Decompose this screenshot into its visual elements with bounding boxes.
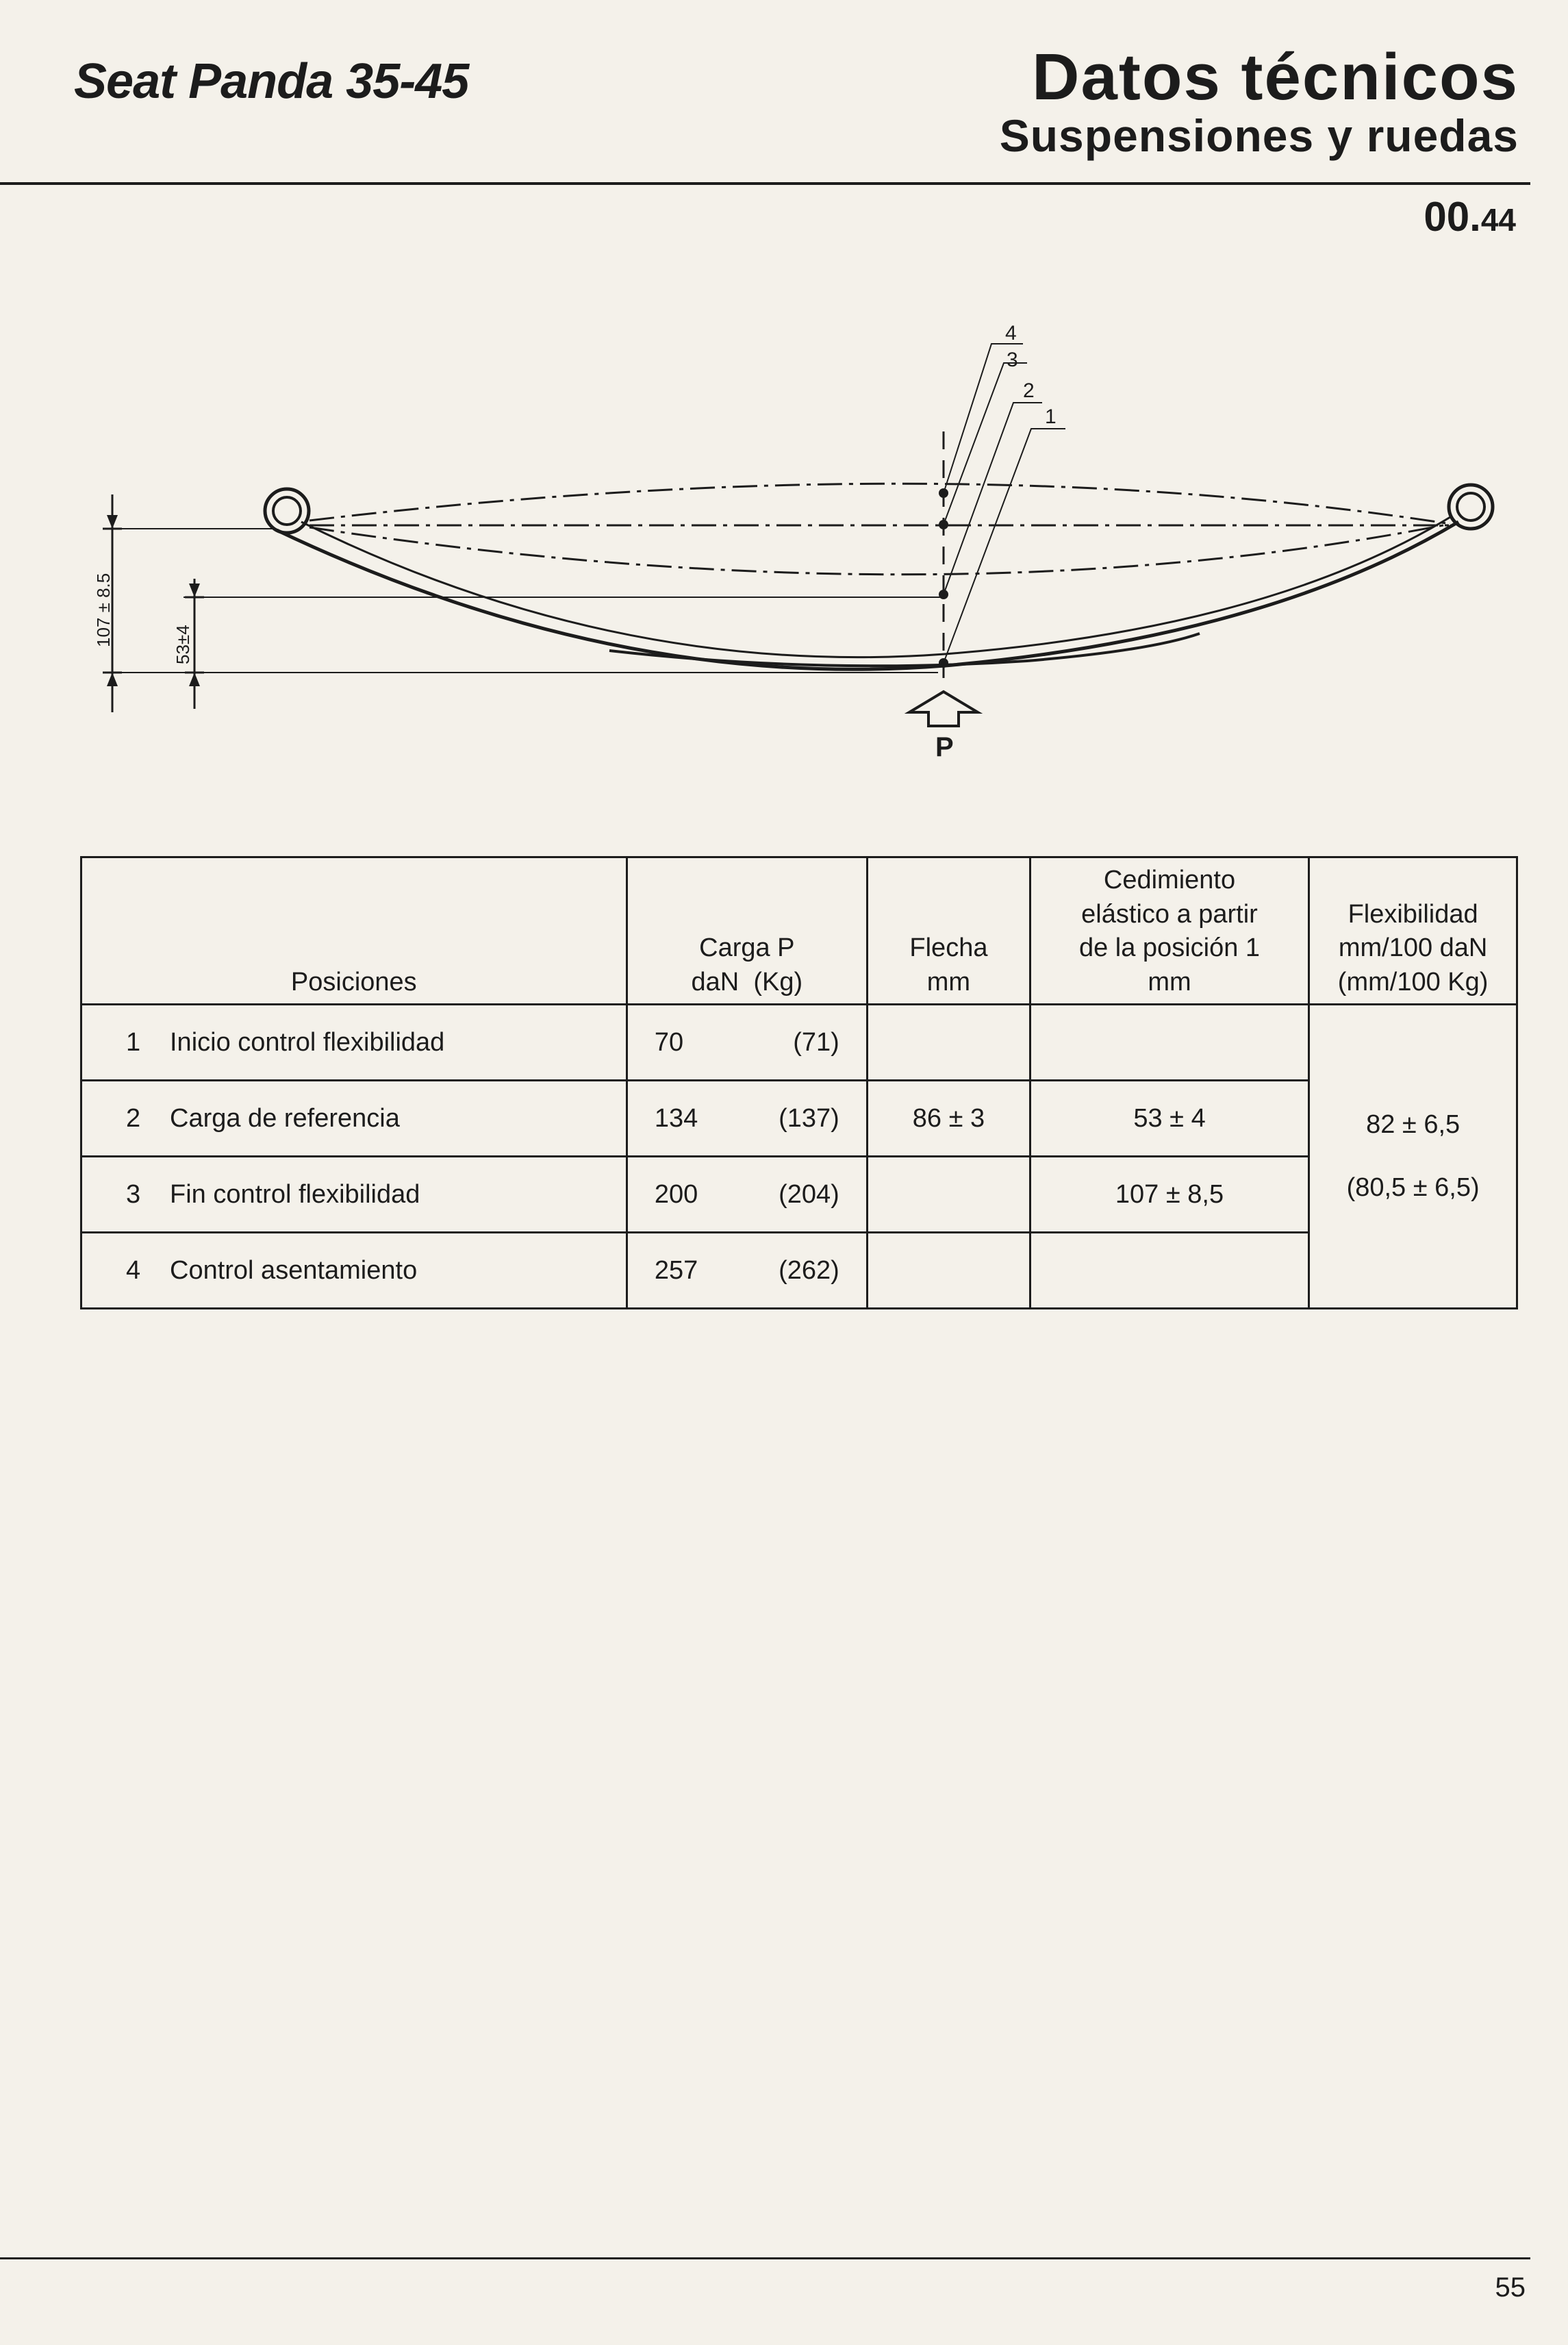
marker-pos-2	[939, 590, 948, 599]
spring-pos-4	[309, 484, 1450, 524]
model-title: Seat Panda 35-45	[74, 54, 469, 109]
table-row	[81, 1233, 1517, 1309]
page-subtitle: Suspensiones y ruedas	[999, 110, 1519, 161]
header-positions	[81, 857, 627, 1005]
cell-position	[81, 1157, 627, 1233]
label-pos-3: 3	[1007, 349, 1018, 371]
section-code-main: 00.	[1424, 194, 1481, 240]
marker-pos-3	[939, 520, 948, 529]
dim-inner-arrow-bottom	[189, 673, 200, 686]
cell-load	[627, 1233, 868, 1309]
cell-load	[627, 1081, 868, 1157]
table-header-row	[81, 857, 1517, 1005]
label-pos-4: 4	[1005, 322, 1017, 344]
table-row	[81, 1081, 1517, 1157]
load-kg: (204)	[779, 1179, 839, 1209]
header-elastic	[1030, 857, 1308, 1005]
cell-elastic	[1030, 1005, 1308, 1081]
spring-specs-table	[80, 856, 1518, 1309]
marker-pos-4	[939, 488, 948, 498]
row-number: 3	[126, 1179, 141, 1209]
leader-2	[944, 403, 1042, 594]
header-load-line2: daN (Kg)	[691, 967, 803, 996]
cell-elastic: 107 ± 8,5	[1030, 1157, 1308, 1233]
table-row	[81, 1157, 1517, 1233]
spring-eye-right-inner	[1457, 493, 1484, 521]
cell-position	[81, 1233, 627, 1309]
label-pos-1: 1	[1045, 405, 1057, 428]
load-arrow	[909, 692, 978, 726]
header-load	[627, 857, 868, 1005]
header-deflection-line2: mm	[926, 967, 971, 996]
load-kg: (71)	[793, 1027, 839, 1057]
header-elastic-line3: de la posición 1	[1078, 933, 1261, 963]
dim-outer-arrow-bottom	[107, 673, 118, 686]
header-elastic-line2: elástico a partir	[1081, 899, 1258, 929]
cell-position	[81, 1081, 627, 1157]
flexibility-kg: (80,5 ± 6,5)	[1346, 1172, 1480, 1202]
load-kg: (137)	[779, 1103, 839, 1133]
load-label: P	[935, 732, 954, 762]
header-flex-line2: mm/100 daN	[1338, 933, 1488, 963]
label-pos-2: 2	[1023, 379, 1035, 402]
row-number: 4	[126, 1255, 141, 1285]
header-deflection-line1: Flecha	[909, 933, 988, 963]
cell-elastic: 53 ± 4	[1030, 1081, 1308, 1157]
footer-rule	[0, 2257, 1530, 2259]
row-number: 2	[126, 1103, 141, 1133]
section-code-sub: 44	[1480, 202, 1516, 238]
leader-3	[944, 363, 1027, 525]
cell-load	[627, 1157, 868, 1233]
spring-pos-2	[309, 524, 1450, 575]
spring-eye-left-inner	[273, 497, 301, 525]
cell-deflection: 86 ± 3	[868, 1081, 1030, 1157]
header-elastic-line4: mm	[1148, 967, 1191, 996]
cell-flexibility	[1309, 1005, 1517, 1309]
cell-deflection	[868, 1233, 1030, 1309]
header-deflection	[868, 857, 1030, 1005]
load-kg: (262)	[779, 1255, 839, 1285]
dim-outer-label: 107 ± 8.5	[93, 573, 114, 647]
row-number: 1	[126, 1027, 141, 1057]
row-position: Inicio control flexibilidad	[170, 1027, 445, 1057]
leaf-spring-diagram	[0, 0, 1568, 822]
row-position: Fin control flexibilidad	[170, 1179, 420, 1209]
spring-leaf-second	[609, 634, 1200, 666]
row-position: Control asentamiento	[170, 1255, 418, 1285]
cell-position	[81, 1005, 627, 1081]
dim-inner-label: 53±4	[173, 625, 193, 664]
spring-leaf-main	[277, 522, 1458, 669]
dim-inner-arrow-top	[189, 584, 200, 597]
load-dan: 70	[654, 1027, 684, 1057]
table-row	[81, 1005, 1517, 1081]
load-dan: 200	[654, 1179, 698, 1209]
spring-leaf-upper	[301, 517, 1450, 657]
header-flex-line3: (mm/100 Kg)	[1337, 967, 1489, 996]
dim-outer-arrow-top	[107, 515, 118, 529]
spring-eye-left	[265, 489, 309, 533]
cell-elastic	[1030, 1233, 1308, 1309]
load-dan: 257	[654, 1255, 698, 1285]
header-positions-text: Posiciones	[290, 967, 417, 996]
marker-pos-1	[939, 658, 948, 668]
cell-deflection	[868, 1157, 1030, 1233]
page-title: Datos técnicos	[1032, 40, 1519, 114]
flexibility-dan: 82 ± 6,5	[1366, 1110, 1460, 1140]
load-dan: 134	[654, 1103, 698, 1133]
page-number: 55	[1495, 2272, 1526, 2303]
header-flexibility	[1309, 857, 1517, 1005]
header-load-line1: Carga P	[699, 933, 795, 963]
row-position: Carga de referencia	[170, 1103, 400, 1133]
header-elastic-line1: Cedimiento	[1103, 866, 1236, 895]
header-flex-line1: Flexibilidad	[1348, 899, 1478, 929]
cell-deflection	[868, 1005, 1030, 1081]
cell-load	[627, 1005, 868, 1081]
